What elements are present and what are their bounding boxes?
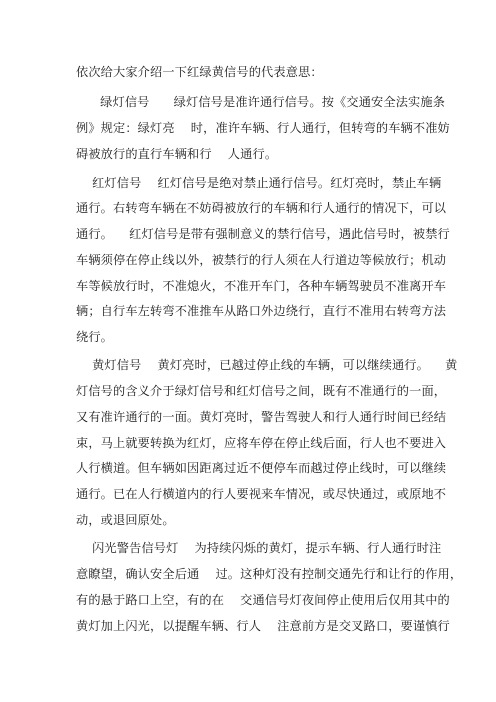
text-line: 又有准许通行的一面。黄灯亮时，警告驾驶人和行人通行时间已经结 <box>76 410 447 424</box>
text-line: 绿灯信号 绿灯信号是准许通行信号。按《交通安全法实施条 <box>76 95 446 109</box>
text-line: 绕行。 <box>76 330 114 344</box>
text-line: 例》规定：绿灯亮 时，准许车辆、行人通行，但转弯的车辆不准妨 <box>76 121 450 135</box>
text-line: 灯信号的含义介于绿灯信号和红灯信号之间，既有不准通行的一面， <box>76 384 447 398</box>
text-line: 闪光警告信号灯 为持续闪烁的黄灯，提示车辆、行人通行时注 <box>76 541 442 555</box>
text-line: 意瞭望，确认安全后通 过。这种灯没有控制交通先行和让行的作用， <box>76 567 463 581</box>
text-line: 辆；自行车左转弯不准推车从路口外边绕行，直行不准用右转弯方法 <box>76 304 447 318</box>
text-line: 束，马上就要转换为红灯，应将车停在停止线后面，行人也不要进入 <box>76 436 447 450</box>
text-line: 通行。右转弯车辆在不妨碍被放行的车辆和行人通行的情况下，可以 <box>76 201 447 215</box>
text-line: 有的悬于路口上空，有的在 交通信号灯夜间停止使用后仅用其中的 <box>76 593 450 607</box>
text-line: 通行。已在人行横道内的行人要视来车情况，或尽快通过，或原地不 <box>76 487 447 501</box>
text-line: 红灯信号 红灯信号是绝对禁止通行信号。红灯亮时，禁止车辆 <box>76 176 442 190</box>
text-line: 人行横道。但车辆如因距离过近不便停车而越过停止线时，可以继续 <box>76 461 447 475</box>
text-line: 碍被放行的直行车辆和行 人通行。 <box>76 147 278 161</box>
text-line: 通行。 红灯信号是带有强制意义的禁行信号，遇此信号时，被禁行 <box>76 227 450 241</box>
text-line: 车辆须停在停止线以外，被禁行的行人须在人行道边等候放行；机动 <box>76 253 447 267</box>
text-line: 依次给大家介绍一下红绿黄信号的代表意思： <box>76 65 323 79</box>
text-line: 黄灯加上闪光，以提醒车辆、行人 注意前方是交叉路口，要谨慎行 <box>76 619 450 633</box>
text-line: 动，或退回原处。 <box>76 513 175 527</box>
text-line: 黄灯信号 黄灯亮时，已越过停止线的车辆，可以继续通行。 黄 <box>76 358 458 372</box>
text-line: 车等候放行时，不准熄火，不准开车门，各种车辆驾驶员不准离开车 <box>76 279 447 293</box>
